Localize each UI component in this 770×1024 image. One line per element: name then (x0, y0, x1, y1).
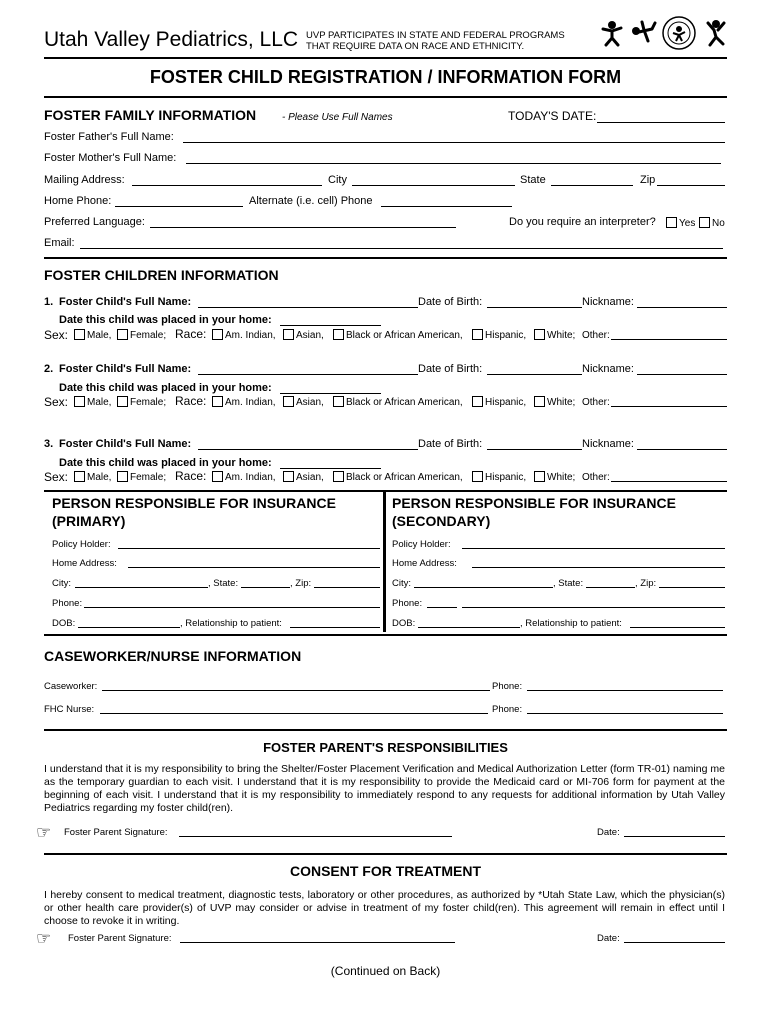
secondary-home-address-field[interactable] (472, 567, 725, 568)
child-race-asian-label: Asian, (296, 472, 324, 483)
nurse-label: FHC Nurse: (44, 704, 95, 715)
todays-date-field[interactable] (597, 122, 725, 123)
child-race-hispanic-checkbox[interactable] (472, 329, 483, 340)
child-race-am-indian-checkbox[interactable] (212, 396, 223, 407)
child-placed-field[interactable] (280, 325, 381, 326)
secondary-dob-label: DOB: (392, 618, 416, 629)
alt-phone-field[interactable] (381, 206, 512, 207)
child-race-label: Race: (175, 469, 207, 483)
child-female-label: Female; (130, 330, 167, 341)
mother-name-field[interactable] (186, 163, 721, 164)
child-race-am-indian-label: Am. Indian, (225, 330, 276, 341)
secondary-relationship-field[interactable] (630, 627, 725, 628)
secondary-policy-holder-field[interactable] (462, 548, 725, 549)
child-sex-label: Sex: (44, 470, 69, 484)
child-other-label: Other: (582, 472, 610, 483)
child-dob-label: Date of Birth: (418, 363, 483, 375)
interpreter-yes-label: Yes (679, 218, 696, 229)
child-other-field[interactable] (611, 339, 727, 340)
child-male-checkbox[interactable] (74, 329, 85, 340)
header-rule (44, 57, 727, 59)
race-notice-line-1: UVP PARTICIPATES IN STATE AND FEDERAL PROGRAMS (306, 30, 565, 41)
state-label: State (520, 174, 546, 186)
child-female-checkbox[interactable] (117, 329, 128, 340)
child-race-white-label: White; (547, 472, 576, 483)
child-other-label: Other: (582, 330, 610, 341)
pointing-hand-icon: ☞ (36, 823, 52, 842)
caseworker-rule (44, 729, 727, 731)
child-placed-label: Date this child was placed in your home: (59, 382, 272, 394)
primary-phone-field[interactable] (84, 607, 380, 608)
nurse-phone-label: Phone: (492, 704, 523, 715)
child-name-field[interactable] (198, 374, 418, 375)
child-race-black-checkbox[interactable] (333, 471, 344, 482)
child-female-checkbox[interactable] (117, 471, 128, 482)
home-phone-field[interactable] (115, 206, 243, 207)
child-name-label: Foster Child's Full Name: (59, 296, 192, 308)
mother-name-label: Foster Mother's Full Name: (44, 152, 177, 164)
child-female-label: Female; (130, 397, 167, 408)
todays-date-label: TODAY'S DATE: (508, 109, 597, 123)
state-field[interactable] (551, 185, 633, 186)
primary-city-label: City: (52, 578, 71, 589)
child-race-black-label: Black or African American, (346, 330, 463, 341)
child-nickname-label: Nickname: (582, 438, 634, 450)
father-name-label: Foster Father's Full Name: (44, 131, 174, 143)
responsibilities-signature-field[interactable] (179, 836, 452, 837)
interpreter-no-label: No (712, 218, 725, 229)
child-name-field[interactable] (198, 307, 418, 308)
secondary-zip-field[interactable] (659, 587, 725, 588)
insurance-column-divider (383, 490, 386, 632)
child-race-white-label: White; (547, 330, 576, 341)
child-other-field[interactable] (611, 481, 727, 482)
child-placed-label: Date this child was placed in your home: (59, 314, 272, 326)
secondary-city-label: City: (392, 578, 411, 589)
form-title: FOSTER CHILD REGISTRATION / INFORMATION FORM (149, 67, 622, 87)
zip-field[interactable] (657, 185, 725, 186)
child-race-asian-checkbox[interactable] (283, 471, 294, 482)
city-label: City (328, 174, 347, 186)
secondary-zip-label: , Zip: (635, 578, 657, 589)
primary-phone-label: Phone: (52, 598, 83, 609)
child-race-black-label: Black or African American, (346, 397, 463, 408)
child-male-checkbox[interactable] (74, 396, 85, 407)
father-name-field[interactable] (183, 142, 725, 143)
child-nickname-field[interactable] (637, 374, 727, 375)
primary-dob-field[interactable] (78, 627, 180, 628)
city-field[interactable] (352, 185, 515, 186)
responsibilities-text: I understand that it is my responsibility to bring the Shelter/Foster Placement Verification and Medical Authorization Letter (form TR-01) naming me as the temporary guardian to each visit. I understand that it is my responsibility to provide the Medicaid card or MI-706 form for payment at the beginning of each visit. I understand that it is my responsibility to immediately respond to any requests for additional information by Utah Valley Pediatrics regarding my foster child(ren). (44, 763, 725, 814)
secondary-home-address-label: Home Address: (392, 558, 457, 569)
secondary-phone-field[interactable] (427, 607, 457, 608)
child-race-hispanic-label: Hispanic, (485, 472, 527, 483)
caseworker-phone-field[interactable] (527, 690, 723, 691)
insurance-bottom-rule (44, 634, 727, 636)
responsibilities-rule (44, 853, 727, 855)
child-dob-label: Date of Birth: (418, 296, 483, 308)
consent-date-label: Date: (597, 933, 620, 944)
interpreter-yes-checkbox[interactable] (666, 217, 677, 228)
primary-policy-holder-label: Policy Holder: (52, 539, 111, 550)
child-race-hispanic-checkbox[interactable] (472, 396, 483, 407)
primary-home-address-label: Home Address: (52, 558, 117, 569)
child-race-black-checkbox[interactable] (333, 329, 344, 340)
child-race-am-indian-label: Am. Indian, (225, 397, 276, 408)
race-notice-line-2: THAT REQUIRE DATA ON RACE AND ETHNICITY. (306, 41, 525, 52)
logo-figure-icon (704, 19, 728, 47)
child-race-black-checkbox[interactable] (333, 396, 344, 407)
child-name-label: Foster Child's Full Name: (59, 363, 192, 375)
child-race-asian-label: Asian, (296, 397, 324, 408)
email-field[interactable] (80, 248, 723, 249)
primary-zip-label: , Zip: (290, 578, 312, 589)
pointing-hand-icon: ☞ (36, 929, 52, 948)
continued-note: (Continued on Back) (330, 964, 441, 978)
child-race-am-indian-label: Am. Indian, (225, 472, 276, 483)
responsibilities-date-label: Date: (597, 827, 620, 838)
insurance-secondary-title: PERSON RESPONSIBLE FOR INSURANCE (392, 495, 676, 511)
mailing-address-label: Mailing Address: (44, 174, 125, 186)
primary-city-field[interactable] (75, 587, 208, 588)
caseworker-phone-label: Phone: (492, 681, 523, 692)
child-race-white-checkbox[interactable] (534, 329, 545, 340)
child-placed-field[interactable] (280, 393, 381, 394)
child-race-am-indian-checkbox[interactable] (212, 329, 223, 340)
primary-dob-label: DOB: (52, 618, 76, 629)
secondary-state-field[interactable] (586, 587, 635, 588)
language-label: Preferred Language: (44, 216, 145, 228)
nurse-phone-field[interactable] (527, 713, 723, 714)
logo-figure-icon (630, 19, 658, 47)
child-race-asian-checkbox[interactable] (283, 329, 294, 340)
child-other-label: Other: (582, 397, 610, 408)
secondary-state-label: , State: (553, 578, 584, 589)
child-male-checkbox[interactable] (74, 471, 85, 482)
child-sex-label: Sex: (44, 328, 69, 342)
consent-signature-label: Foster Parent Signature: (68, 933, 172, 944)
child-nickname-label: Nickname: (582, 296, 634, 308)
child-placed-label: Date this child was placed in your home: (59, 457, 272, 469)
child-dob-field[interactable] (487, 307, 582, 308)
nurse-field[interactable] (100, 713, 488, 714)
child-race-asian-label: Asian, (296, 330, 324, 341)
child-number: 3. (44, 438, 54, 450)
child-nickname-label: Nickname: (582, 363, 634, 375)
responsibilities-heading: FOSTER PARENT'S RESPONSIBILITIES (263, 740, 508, 755)
logo-figure-icon (600, 19, 624, 47)
child-female-label: Female; (130, 472, 167, 483)
child-male-label: Male, (87, 330, 112, 341)
alt-phone-label: Alternate (i.e. cell) Phone (249, 195, 373, 207)
child-dob-field[interactable] (487, 449, 582, 450)
consent-date-field[interactable] (624, 942, 725, 943)
secondary-phone-field[interactable] (462, 607, 725, 608)
seal-icon (661, 15, 697, 51)
org-name: Utah Valley Pediatrics, LLC (44, 28, 299, 51)
child-race-hispanic-checkbox[interactable] (472, 471, 483, 482)
child-female-checkbox[interactable] (117, 396, 128, 407)
primary-home-address-field[interactable] (128, 567, 380, 568)
secondary-dob-field[interactable] (418, 627, 520, 628)
primary-policy-holder-field[interactable] (118, 548, 380, 549)
child-number: 2. (44, 363, 54, 375)
insurance-primary-subtitle: (PRIMARY) (52, 513, 126, 529)
primary-relationship-field[interactable] (290, 627, 380, 628)
consent-heading: CONSENT FOR TREATMENT (289, 863, 482, 879)
mailing-address-field[interactable] (132, 185, 322, 186)
child-nickname-field[interactable] (637, 307, 727, 308)
child-male-label: Male, (87, 472, 112, 483)
child-sex-label: Sex: (44, 395, 69, 409)
zip-label: Zip (640, 174, 656, 186)
child-dob-field[interactable] (487, 374, 582, 375)
child-race-white-checkbox[interactable] (534, 471, 545, 482)
primary-zip-field[interactable] (314, 587, 380, 588)
primary-state-label: , State: (208, 578, 239, 589)
child-race-asian-checkbox[interactable] (283, 396, 294, 407)
child-number: 1. (44, 296, 54, 308)
home-phone-label: Home Phone: (44, 195, 112, 207)
language-field[interactable] (150, 227, 456, 228)
child-dob-label: Date of Birth: (418, 438, 483, 450)
child-name-field[interactable] (198, 449, 418, 450)
family-note: - Please Use Full Names (282, 112, 393, 123)
child-race-label: Race: (175, 394, 207, 408)
secondary-city-field[interactable] (414, 587, 553, 588)
child-race-am-indian-checkbox[interactable] (212, 471, 223, 482)
primary-state-field[interactable] (241, 587, 290, 588)
children-heading: FOSTER CHILDREN INFORMATION (44, 267, 279, 283)
family-heading: FOSTER FAMILY INFORMATION (44, 107, 257, 123)
caseworker-heading: CASEWORKER/NURSE INFORMATION (44, 648, 302, 664)
child-placed-field[interactable] (280, 468, 381, 469)
secondary-policy-holder-label: Policy Holder: (392, 539, 451, 550)
consent-text: I hereby consent to medical treatment, diagnostic tests, laboratory or other procedures, as authorized by *Utah State Law, which the physician(s) or other health care provider(s) of UVP may consider or advise in treatment of my foster child(ren). This agreement will remain in effect until I choose to revoke it in writing. (44, 889, 725, 927)
child-race-black-label: Black or African American, (346, 472, 463, 483)
responsibilities-date-field[interactable] (624, 836, 725, 837)
responsibilities-signature-label: Foster Parent Signature: (64, 827, 168, 838)
insurance-primary-title: PERSON RESPONSIBLE FOR INSURANCE (52, 495, 336, 511)
child-race-white-checkbox[interactable] (534, 396, 545, 407)
child-race-label: Race: (175, 327, 207, 341)
caseworker-label: Caseworker: (44, 681, 98, 692)
consent-signature-field[interactable] (180, 942, 455, 943)
secondary-relationship-label: , Relationship to patient: (520, 618, 622, 629)
child-race-hispanic-label: Hispanic, (485, 330, 527, 341)
email-label: Email: (44, 237, 75, 249)
primary-relationship-label: , Relationship to patient: (180, 618, 282, 629)
insurance-secondary-subtitle: (SECONDARY) (392, 513, 491, 529)
caseworker-field[interactable] (102, 690, 490, 691)
interpreter-no-checkbox[interactable] (699, 217, 710, 228)
child-male-label: Male, (87, 397, 112, 408)
interpreter-label: Do you require an interpreter? (509, 216, 656, 228)
title-rule (44, 96, 727, 98)
family-rule (44, 257, 727, 259)
child-nickname-field[interactable] (637, 449, 727, 450)
child-other-field[interactable] (611, 406, 727, 407)
child-race-hispanic-label: Hispanic, (485, 397, 527, 408)
secondary-phone-label: Phone: (392, 598, 423, 609)
child-race-white-label: White; (547, 397, 576, 408)
child-name-label: Foster Child's Full Name: (59, 438, 192, 450)
